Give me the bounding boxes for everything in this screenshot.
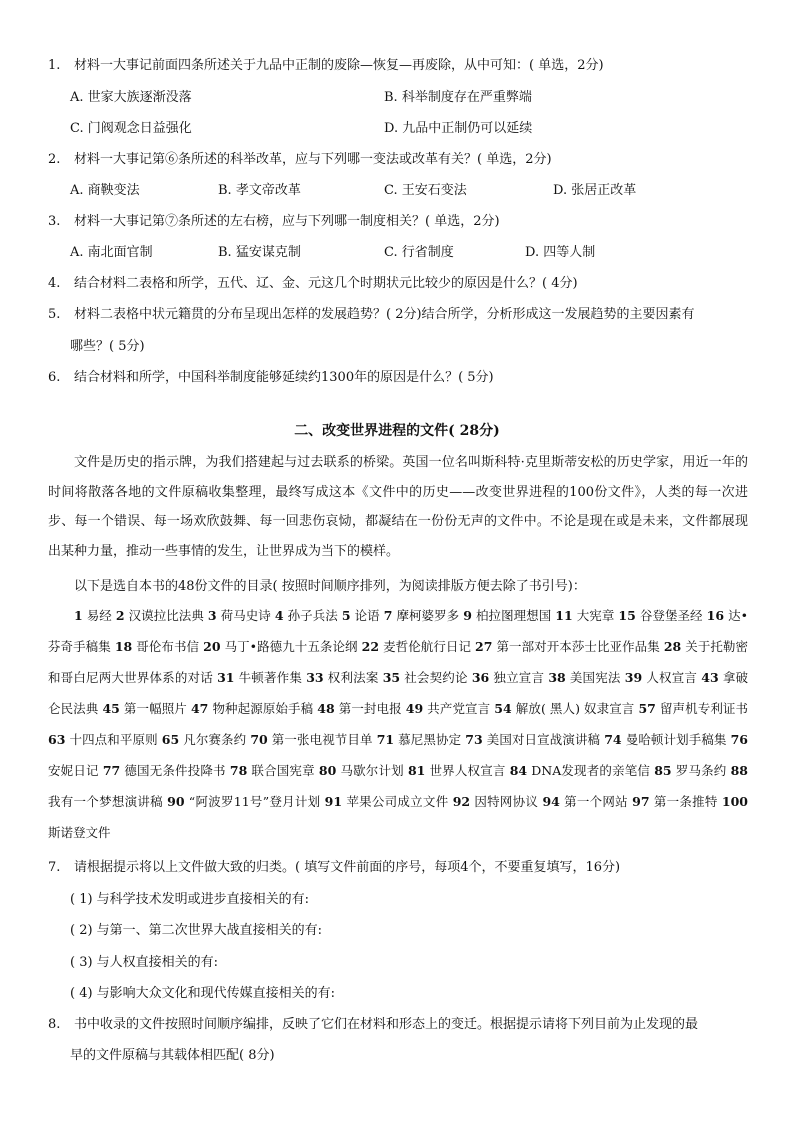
toc-entry-title: 解放( 黑人) 奴隶宣言	[511, 701, 639, 716]
toc-entry-title: 斯诺登文件	[48, 825, 111, 840]
toc-entry-number: 28	[663, 639, 682, 654]
toc-entry-number: 1	[74, 608, 83, 623]
question-1: 1. 材料一大事记前面四条所述关于九品中正制的废除—恢复—再废除，从中可知：( 单选，2分)	[48, 58, 604, 73]
toc-entry-title: 拿破仑民法典	[48, 670, 748, 716]
toc-entry-number: 63	[48, 732, 66, 747]
toc-entry-number: 94	[542, 794, 560, 809]
toc-entry-number: 11	[555, 608, 573, 623]
toc-entry-number: 85	[654, 763, 672, 778]
toc-entry	[217, 670, 306, 685]
toc-entry-number: 15	[618, 608, 636, 623]
toc-entry-title: 曼哈顿计划手稿集	[621, 732, 731, 747]
toc-entry-title: 十四点和平原则	[65, 732, 162, 747]
toc-entry-title: DNA发现者的亲笔信	[527, 763, 655, 778]
toc-entry	[48, 732, 162, 747]
toc-entry	[317, 701, 406, 716]
toc-entry-title: 人权宣言	[642, 670, 702, 685]
q2-option-c: C. 王安石变法	[384, 183, 467, 198]
toc-entry-title: 联合国宪章	[247, 763, 319, 778]
toc-entry-title: 罗马条约	[671, 763, 731, 778]
toc-entry-number: 18	[114, 639, 133, 654]
toc-entry	[494, 701, 638, 716]
toc-entry-title: 牛顿著作集	[234, 670, 307, 685]
toc-entry	[306, 670, 382, 685]
toc-entry-number: 97	[632, 794, 650, 809]
toc-entry-number: 70	[250, 732, 268, 747]
toc-entry-number: 73	[465, 732, 483, 747]
toc-entry-title: 哥伦布书信	[132, 639, 204, 654]
toc-entry	[325, 794, 453, 809]
q3-option-d: D. 四等人制	[525, 245, 596, 260]
q3-option-c: C. 行省制度	[384, 245, 454, 260]
toc-entry-title: 独立宣言	[489, 670, 549, 685]
q2-option-d: D. 张居正改革	[553, 183, 637, 198]
toc-entry	[383, 670, 472, 685]
toc-entry	[463, 608, 555, 623]
toc-entry-number: 71	[376, 732, 395, 747]
toc-entry	[116, 608, 208, 623]
q7-subitem-2: ( 2) 与第一、第二次世界大战直接相关的有:	[70, 923, 323, 938]
toc-entry-title: 孙子兵法	[283, 608, 342, 623]
toc-entry	[362, 639, 475, 654]
toc-entry-number: 7	[383, 608, 393, 623]
toc-entry-title: 共产党宣言	[423, 701, 495, 716]
toc-entry-number: 39	[624, 670, 643, 685]
toc-entry-number: 3	[207, 608, 217, 623]
toc-entry-number: 48	[317, 701, 335, 716]
toc-entry-title: 权利法案	[323, 670, 383, 685]
toc-entry-number: 77	[102, 763, 121, 778]
toc-entry-number: 33	[306, 670, 324, 685]
toc-entry-title: 第一幅照片	[119, 701, 191, 716]
toc-entry-title: 第一条推特	[649, 794, 722, 809]
toc-entry	[406, 701, 495, 716]
toc-entry-number: 92	[452, 794, 471, 809]
toc-entry-number: 22	[361, 639, 380, 654]
toc-entry-number: 2	[115, 608, 125, 623]
toc-entry-title: 荷马史诗	[216, 608, 275, 623]
question-6: 6. 结合材料和所学，中国科举制度能够延续约1300年的原因是什么？( 5分)	[48, 370, 494, 385]
q7-subitem-1: ( 1) 与科学技术发明或进步直接相关的有:	[70, 892, 310, 907]
toc-entry-number: 16	[706, 608, 725, 623]
toc-entry-title: 美国对日宣战演讲稿	[482, 732, 605, 747]
toc-entry-number: 4	[274, 608, 284, 623]
toc-entry	[342, 608, 384, 623]
toc-entry-number: 74	[604, 732, 622, 747]
document-list	[48, 600, 748, 848]
toc-entry-number: 100	[721, 794, 748, 809]
toc-entry	[542, 794, 632, 809]
toc-entry-title: 关于托勒密和哥白尼两大世界体系的对话	[48, 639, 748, 685]
toc-entry	[377, 732, 466, 747]
toc-entry	[162, 732, 251, 747]
toc-entry	[548, 670, 624, 685]
question-2: 2. 材料一大事记第⑥条所述的科举改革，应与下列哪一变法或改革有关？( 单选，2分)	[48, 152, 552, 167]
q1-option-a: A. 世家大族逐渐没落	[70, 90, 192, 105]
toc-entry-title: 大宪章	[572, 608, 619, 623]
toc-entry-title: 美国宪法	[565, 670, 625, 685]
toc-entry-title: 第一部对开本莎士比亚作品集	[492, 639, 664, 654]
q7-subitem-3: ( 3) 与人权直接相关的有:	[70, 955, 219, 970]
question-5: 5. 材料二表格中状元籍贯的分布呈现出怎样的发展趋势？( 2分)结合所学，分析形成这一发展趋势的主要因素有	[48, 307, 695, 322]
toc-entry-number: 47	[190, 701, 209, 716]
toc-entry-title: 马丁•路德九十五条论纲	[220, 639, 362, 654]
q3-option-a: A. 南北面官制	[70, 245, 153, 260]
toc-entry-title: 凡尔赛条约	[179, 732, 251, 747]
toc-entry-title: 马歇尔计划	[336, 763, 408, 778]
toc-entry	[384, 608, 464, 623]
q1-option-c: C. 门阀观念日益强化	[70, 121, 192, 136]
toc-entry-title: 汉谟拉比法典	[124, 608, 208, 623]
toc-entry	[102, 701, 191, 716]
toc-entry-number: 80	[318, 763, 337, 778]
toc-entry	[250, 732, 376, 747]
toc-entry-number: 76	[730, 732, 749, 747]
toc-entry-title: 柏拉图理想国	[471, 608, 556, 623]
toc-entry	[453, 794, 543, 809]
toc-entry-title: 留声机专利证书	[655, 701, 749, 716]
toc-entry	[638, 701, 748, 716]
toc-entry-title: 世界人权宣言	[425, 763, 510, 778]
toc-entry-number: 65	[161, 732, 180, 747]
toc-entry-number: 27	[475, 639, 493, 654]
q3-option-b: B. 猛安谋克制	[218, 245, 301, 260]
toc-entry-number: 54	[494, 701, 512, 716]
question-7: 7. 请根据提示将以上文件做大致的归类。( 填写文件前面的序号，每项4个，不要重复填写，16分)	[48, 860, 621, 875]
toc-entry-number: 88	[730, 763, 749, 778]
toc-entry-title: 物种起源原始手稿	[208, 701, 318, 716]
q2-option-a: A. 商鞅变法	[70, 183, 140, 198]
question-3: 3. 材料一大事记第⑦条所述的左右榜，应与下列哪一制度相关？( 单选，2分)	[48, 214, 500, 229]
q1-option-b: B. 科举制度存在严重弊端	[384, 90, 532, 105]
toc-entry	[191, 701, 317, 716]
toc-entry	[115, 639, 203, 654]
toc-entry	[475, 639, 664, 654]
toc-entry	[555, 608, 618, 623]
q2-option-b: B. 孝文帝改革	[218, 183, 301, 198]
toc-entry-title: 易经	[82, 608, 116, 623]
toc-entry-title: 安妮日记	[48, 763, 103, 778]
toc-entry	[604, 732, 730, 747]
toc-entry-title: 社会契约论	[400, 670, 472, 685]
toc-entry	[208, 608, 275, 623]
toc-entry-number: 45	[102, 701, 120, 716]
toc-entry	[618, 608, 706, 623]
toc-entry	[230, 763, 319, 778]
toc-entry-number: 35	[382, 670, 401, 685]
toc-entry-title: 摩柯婆罗多	[392, 608, 464, 623]
section-title: 二、改变世界进程的文件( 28分)	[294, 423, 500, 439]
toc-entry-title: 麦哲伦航行日记	[379, 639, 476, 654]
question-8: 8. 书中收录的文件按照时间顺序编排，反映了它们在材料和形态上的变迁。根据提示请将下列目前为止发现的最	[48, 1017, 699, 1032]
intro-paragraph: 文件是历史的指示牌，为我们搭建起与过去联系的桥梁。英国一位名叫斯科特·克里斯蒂安松的历史学家，用近一年的时间将散落各地的文件原稿收集整理，最终写成这本《文件中的历史——改变世界进程的100份文件》，人类的每一次进步、每一个错误、每一场欢欣鼓舞、每一回悲伤哀恸，都凝结在一份份无声的文件中。不论是现在或是未来，文件都展现出某种力量，推动一些事情的发生，让世界成为当下的模样。	[48, 455, 748, 559]
q7-subitem-4: ( 4) 与影响大众文化和现代传媒直接相关的有:	[70, 986, 336, 1001]
toc-entry	[319, 763, 408, 778]
toc-entry-title: 论语	[350, 608, 384, 623]
toc-entry-number: 36	[471, 670, 490, 685]
intro-toc-note: 以下是选自本书的48份文件的目录( 按照时间顺序排列，为阅读排版方便去除了书引号)：	[74, 579, 586, 594]
question-4: 4. 结合材料二表格和所学，五代、辽、金、元这几个时期状元比较少的原因是什么？( 4分)	[48, 276, 578, 291]
toc-entry	[632, 794, 722, 809]
toc-entry-number: 90	[167, 794, 185, 809]
toc-entry-title: 我有一个梦想演讲稿	[48, 794, 168, 809]
toc-entry-number: 43	[701, 670, 719, 685]
toc-entry-number: 81	[407, 763, 426, 778]
q1-option-d: D. 九品中正制仍可以延续	[384, 121, 533, 136]
toc-entry-number: 5	[341, 608, 351, 623]
toc-entry-number: 31	[217, 670, 235, 685]
toc-entry	[103, 763, 230, 778]
toc-entry	[472, 670, 548, 685]
toc-entry-number: 91	[324, 794, 343, 809]
toc-entry-number: 49	[405, 701, 424, 716]
toc-entry	[74, 608, 116, 623]
toc-entry	[275, 608, 342, 623]
toc-entry-number: 57	[638, 701, 656, 716]
toc-entry-number: 9	[463, 608, 472, 623]
toc-entry-title: 苹果公司成立文件	[342, 794, 453, 809]
toc-entry	[167, 794, 325, 809]
toc-entry	[408, 763, 510, 778]
toc-entry-title: 第一个网站	[559, 794, 633, 809]
toc-entry	[654, 763, 730, 778]
toc-entry-title: 慕尼黑协定	[394, 732, 466, 747]
toc-entry-title: 第一张电视节目单	[267, 732, 377, 747]
toc-entry-number: 78	[229, 763, 248, 778]
toc-entry	[203, 639, 362, 654]
toc-entry-number: 20	[203, 639, 221, 654]
toc-entry-title: 达•芬奇手稿集	[48, 608, 748, 654]
toc-entry-number: 84	[509, 763, 528, 778]
toc-entry-title: 第一封电报	[334, 701, 406, 716]
toc-entry-title: 德国无条件投降书	[120, 763, 230, 778]
toc-entry	[510, 763, 655, 778]
toc-entry-title: 因特网协议	[470, 794, 543, 809]
toc-entry	[625, 670, 701, 685]
toc-entry	[465, 732, 604, 747]
question-5-cont: 哪些？( 5分)	[70, 339, 145, 354]
question-8-cont: 早的文件原稿与其载体相匹配( 8分)	[70, 1048, 275, 1063]
toc-entry-title: “阿波罗11号”登月计划	[184, 794, 325, 809]
toc-entry-title: 谷登堡圣经	[635, 608, 707, 623]
toc-entry-number: 38	[548, 670, 566, 685]
